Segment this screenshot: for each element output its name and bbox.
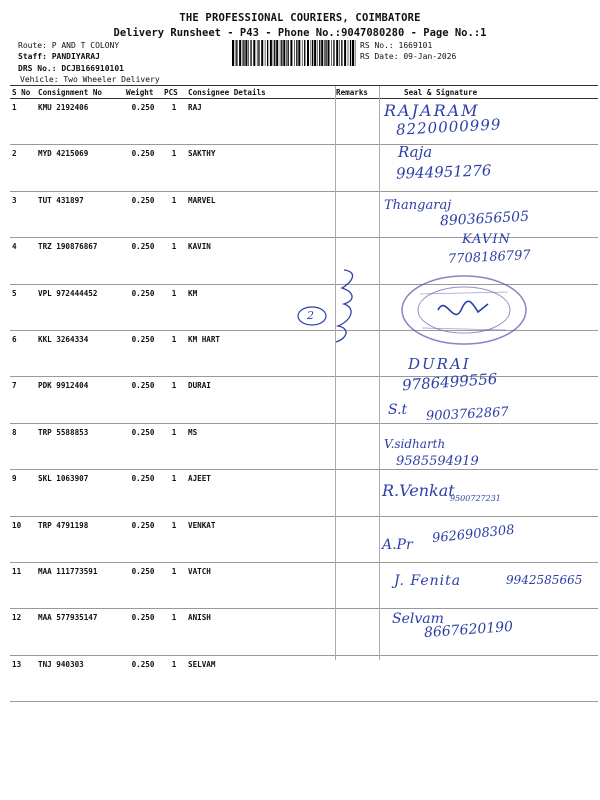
signature-2-phone: 9944951276: [395, 161, 492, 183]
consignment-cell: MAA 111773591: [36, 562, 124, 608]
runsheet-table: [10, 86, 598, 702]
sno-cell: 3: [10, 191, 36, 237]
consignment-cell: KKL 3264334: [36, 330, 124, 376]
signature-1-name: RAJARAM: [384, 101, 480, 120]
consignee-cell: SAKTHY: [186, 145, 334, 191]
consignee-cell: DURAI: [186, 377, 334, 423]
sno-cell: 1: [10, 99, 36, 145]
consignment-cell: TUT 431897: [36, 191, 124, 237]
rs-date-line: RS Date: 09-Jan-2026: [360, 52, 457, 61]
consignment-cell: TNJ 940303: [36, 655, 124, 701]
signature-4-name: KAVIN: [462, 232, 511, 247]
pcs-cell: 1: [162, 284, 186, 330]
sno-cell: 6: [10, 330, 36, 376]
pcs-cell: 1: [162, 423, 186, 469]
col-consignment: Consignment No: [36, 86, 124, 99]
table-row: [10, 655, 598, 701]
consignee-cell: VENKAT: [186, 516, 334, 562]
remarks-cell: [334, 99, 378, 145]
weight-cell: 0.250: [124, 145, 162, 191]
pcs-cell: 1: [162, 238, 186, 284]
consignment-cell: VPL 972444452: [36, 284, 124, 330]
weight-cell: 0.250: [124, 423, 162, 469]
weight-cell: 0.250: [124, 330, 162, 376]
col-remarks: Remarks: [334, 86, 378, 99]
staff-line: Staff: PANDIYARAJ: [18, 52, 100, 61]
rs-no-line: RS No.: 1669101: [360, 41, 433, 50]
signature-3-phone: 8903656505: [439, 208, 530, 230]
drs-line: DRS No.: DCJB166910101: [18, 64, 124, 73]
consignee-cell: RAJ: [186, 99, 334, 145]
weight-cell: 0.250: [124, 99, 162, 145]
signature-11-phone: 9626908308: [431, 522, 516, 547]
signature-8-name: S.t: [388, 402, 408, 418]
col-sno: S No: [10, 86, 36, 99]
consignee-cell: AJEET: [186, 470, 334, 516]
pcs-cell: 1: [162, 99, 186, 145]
remarks-cell: [334, 377, 378, 423]
remarks-cell: [334, 562, 378, 608]
table-row: [10, 423, 598, 469]
table-row: [10, 377, 598, 423]
sno-cell: 2: [10, 145, 36, 191]
pcs-cell: 1: [162, 470, 186, 516]
signature-9-name: V.sidharth: [384, 437, 446, 451]
runsheet-title: Delivery Runsheet - P43 - Phone No.:9047080280 - Page No.:1: [113, 27, 487, 39]
pcs-cell: 1: [162, 516, 186, 562]
col-pcs: PCS: [162, 86, 186, 99]
pcs-cell: 1: [162, 377, 186, 423]
signature-12-phone: 9942585665: [506, 573, 583, 587]
signature-13-name: Selvam: [392, 611, 444, 627]
company-title: THE PROFESSIONAL COURIERS, COIMBATORE: [179, 12, 421, 24]
weight-cell: 0.250: [124, 238, 162, 284]
consignment-cell: KMU 2192406: [36, 99, 124, 145]
route-line: Route: P AND T COLONY: [18, 41, 120, 50]
pcs-cell: 1: [162, 191, 186, 237]
consignee-cell: KAVIN: [186, 238, 334, 284]
signature-10-phone: 9500727231: [450, 494, 501, 503]
consignment-cell: TRP 4791198: [36, 516, 124, 562]
remarks-cell: [334, 423, 378, 469]
sno-cell: 9: [10, 470, 36, 516]
sno-cell: 12: [10, 609, 36, 655]
signature-10-name: R.Venkat: [382, 481, 455, 500]
consignment-cell: TRP 5588853: [36, 423, 124, 469]
signature-4-phone: 7708186797: [447, 247, 532, 268]
signature-11-name: A.Pr: [382, 537, 413, 553]
consignee-cell: MS: [186, 423, 334, 469]
remarks-cell: [334, 470, 378, 516]
signature-2-name: Raja: [398, 143, 433, 161]
col-weight: Weight: [124, 86, 162, 99]
weight-cell: 0.250: [124, 191, 162, 237]
table-row: [10, 99, 598, 145]
circled-count-mark: 2: [307, 309, 314, 322]
company-seal-stamp: [398, 272, 530, 348]
weight-cell: 0.250: [124, 284, 162, 330]
signature-9-phone: 9585594919: [396, 454, 479, 469]
seal-cell: [378, 655, 598, 701]
weight-cell: 0.250: [124, 562, 162, 608]
remarks-left-border: [335, 86, 336, 660]
pcs-cell: 1: [162, 609, 186, 655]
pcs-cell: 1: [162, 145, 186, 191]
col-seal: Seal & Signature: [378, 86, 598, 99]
consignee-cell: SELVAM: [186, 655, 334, 701]
sno-cell: 5: [10, 284, 36, 330]
weight-cell: 0.250: [124, 516, 162, 562]
pcs-cell: 1: [162, 655, 186, 701]
consignee-cell: KM HART: [186, 330, 334, 376]
weight-cell: 0.250: [124, 655, 162, 701]
consignment-cell: MAA 577935147: [36, 609, 124, 655]
consignee-cell: VATCH: [186, 562, 334, 608]
sno-cell: 11: [10, 562, 36, 608]
remarks-cell: [334, 609, 378, 655]
consignment-cell: MYD 4215069: [36, 145, 124, 191]
table-row: [10, 145, 598, 191]
signature-7-phone: 9786499556: [401, 369, 498, 395]
consignee-cell: ANISH: [186, 609, 334, 655]
weight-cell: 0.250: [124, 470, 162, 516]
pcs-cell: 1: [162, 330, 186, 376]
remarks-cell: [334, 516, 378, 562]
signature-8-phone: 9003762867: [425, 404, 510, 425]
remarks-cell: [334, 191, 378, 237]
signature-12-name: J. Fenita: [394, 573, 462, 589]
pcs-cell: 1: [162, 562, 186, 608]
sno-cell: 8: [10, 423, 36, 469]
weight-cell: 0.250: [124, 609, 162, 655]
col-consignee: Consignee Details: [186, 86, 334, 99]
consignee-cell: MARVEL: [186, 191, 334, 237]
weight-cell: 0.250: [124, 377, 162, 423]
delivery-scribble-mark: [292, 264, 372, 344]
vehicle-line: Vehicle: Two Wheeler Delivery: [20, 75, 160, 84]
signature-7-name: DURAI: [408, 355, 471, 373]
signature-3-name: Thangaraj: [384, 198, 452, 213]
barcode-image: [232, 40, 356, 66]
sno-cell: 10: [10, 516, 36, 562]
sno-cell: 7: [10, 377, 36, 423]
remarks-cell: [334, 655, 378, 701]
sno-cell: 4: [10, 238, 36, 284]
sno-cell: 13: [10, 655, 36, 701]
consignment-cell: PDK 9912404: [36, 377, 124, 423]
remarks-cell: [334, 145, 378, 191]
signature-1-phone: 8220000999: [395, 115, 502, 139]
table-header-row: [10, 86, 598, 99]
signature-13-phone: 8667620190: [423, 618, 514, 642]
table-row: [10, 470, 598, 516]
remarks-right-border: [379, 86, 380, 660]
consignment-cell: TRZ 190876867: [36, 238, 124, 284]
consignee-cell: KM: [186, 284, 334, 330]
consignment-cell: SKL 1063907: [36, 470, 124, 516]
